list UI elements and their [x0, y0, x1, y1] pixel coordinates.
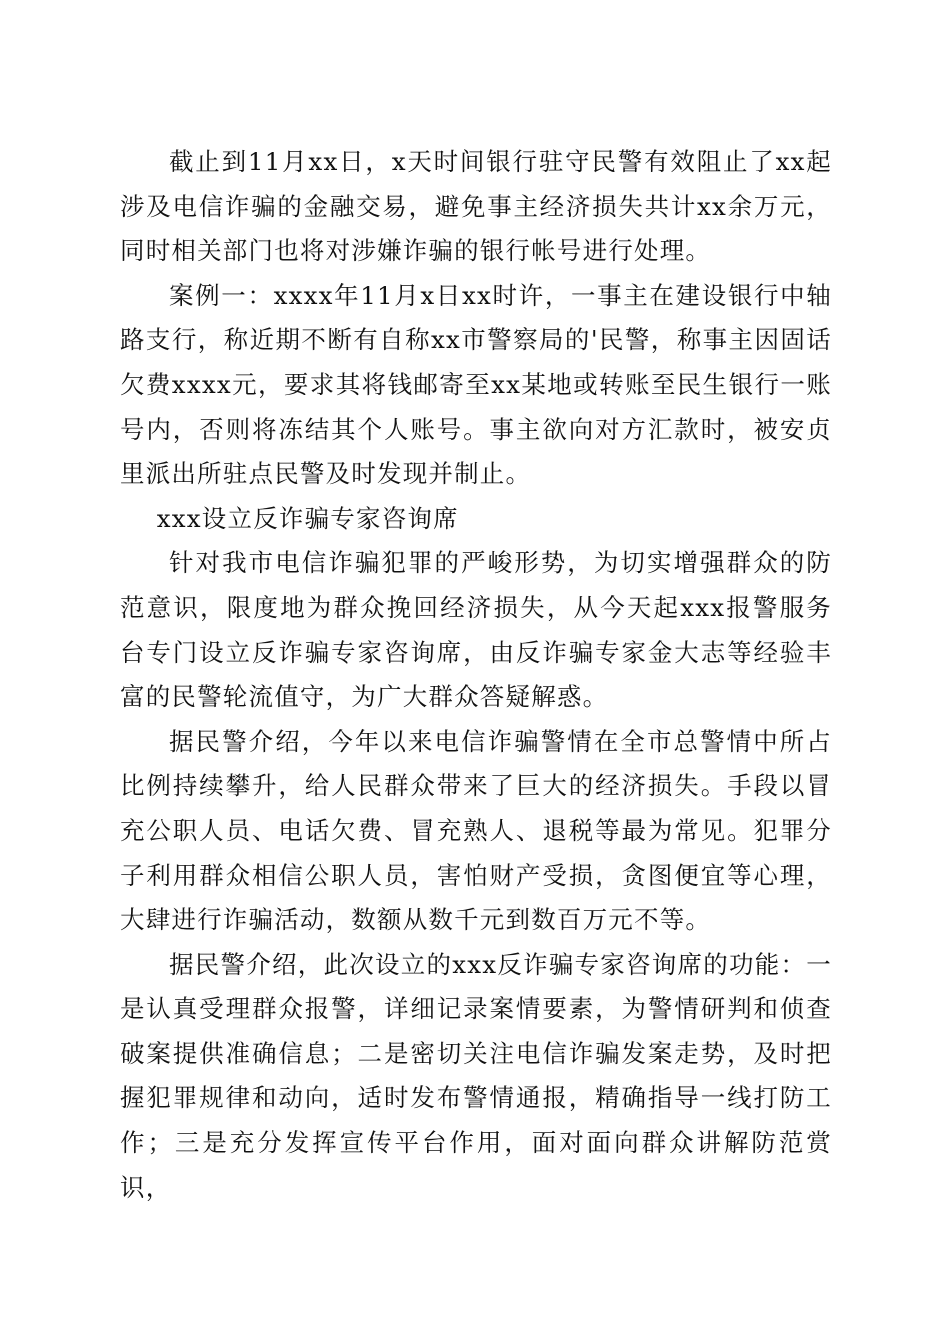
document-body: [120, 140, 832, 1210]
paragraph-functions: 据民警介绍，此次设立的xxx反诈骗专家咨询席的功能：一是认真受理群众报警，详细记录案情要素，为警情研判和侦查破案提供准确信息；二是密切关注电信诈骗发案走势，及时把握犯罪规律和动向，适时发布警情通报，精确指导一线打防工作；三是充分发挥宣传平台作用，面对面向群众讲解防范赏识，: [120, 949, 832, 1202]
paragraph-case-one: 案例一：xxxx年11月x日xx时许，一事主在建设银行中轴路支行，称近期不断有自称xx市警察局的'民警，称事主因固话欠费xxxx元，要求其将钱邮寄至xx某地或转账至民生银行一账号内，否则将冻结其个人账号。事主欲向对方汇款时，被安贞里派出所驻点民警及时发现并制止。: [120, 280, 832, 489]
paragraph-summary: 截止到11月xx日，x天时间银行驻守民警有效阻止了xx起涉及电信诈骗的金融交易，避免事主经济损失共计xx余万元，同时相关部门也将对涉嫌诈骗的银行帐号进行处理。: [120, 147, 832, 266]
paragraph-consult-desk: 针对我市电信诈骗犯罪的严峻形势，为切实增强群众的防范意识，限度地为群众挽回经济损失，从今天起xxx报警服务台专门设立反诈骗专家咨询席，由反诈骗专家金大志等经验丰富的民警轮流值守，为广大群众答疑解惑。: [120, 548, 832, 712]
section-heading: xxx设立反诈骗专家咨询席: [156, 503, 459, 533]
paragraph-police-intro: 据民警介绍，今年以来电信诈骗警情在全市总警情中所占比例持续攀升，给人民群众带来了巨大的经济损失。手段以冒充公职人员、电话欠费、冒充熟人、退税等最为常见。犯罪分子利用群众相信公职人员，害怕财产受损，贪图便宜等心理，大肆进行诈骗活动，数额从数千元到数百万元不等。: [120, 726, 832, 935]
